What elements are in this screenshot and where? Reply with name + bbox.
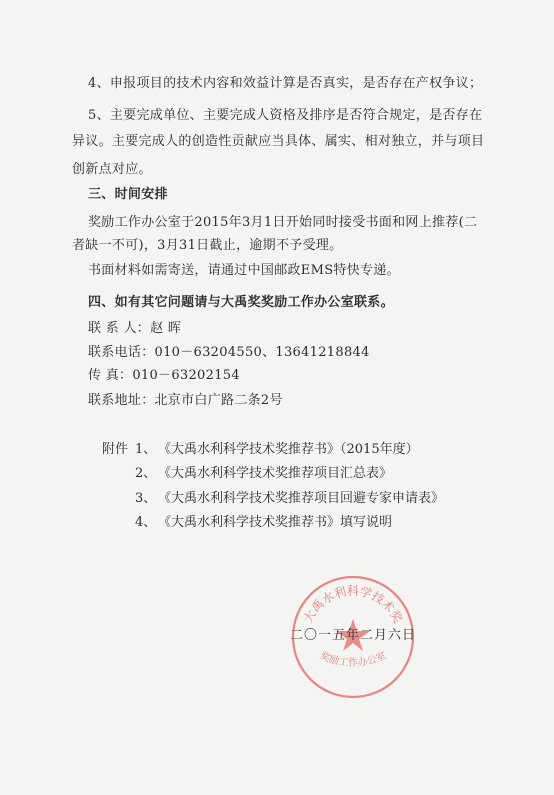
seal-text-top: 大禹水利科学技术奖 bbox=[300, 584, 406, 626]
attachments-label: 附件 bbox=[102, 442, 129, 457]
section3-p1-line2: 者缺一不可)，3月31日截止，逾期不予受理。 bbox=[72, 238, 343, 253]
section3-p1-line1: 奖励工作办公室于2015年3月1日开始同时接受书面和网上推荐(二 bbox=[88, 215, 478, 230]
attachment-4-text: 《大禹水利科学技术奖推荐书》填写说明 bbox=[158, 515, 393, 530]
item5-line2: 异议。主要完成人的创造性贡献应当具体、属实、相对独立，并与项目 bbox=[72, 134, 485, 149]
attachment-3-num: 3、 bbox=[135, 491, 157, 506]
section4-heading: 四、如有其它问题请与大禹奖奖励工作办公室联系。 bbox=[88, 295, 394, 310]
attachment-3-text: 《大禹水利科学技术奖推荐项目回避专家申请表》 bbox=[158, 491, 445, 506]
attachment-1-text: 《大禹水利科学技术奖推荐书》（2015年度） bbox=[158, 442, 419, 457]
item5-line1: 5、主要完成单位、主要完成人资格及排序是否符合规定，是否存在 bbox=[88, 108, 483, 123]
contact-phone: 联系电话：010－63204550、13641218844 bbox=[88, 345, 370, 360]
attachment-4-num: 4、 bbox=[135, 515, 157, 530]
attachment-1-num: 1、 bbox=[135, 442, 157, 457]
svg-text:奖励工作办公室 bbox=[318, 649, 388, 669]
contact-address: 联系地址：北京市白广路二条2号 bbox=[88, 393, 283, 408]
contact-fax: 传 真：010－63202154 bbox=[88, 368, 240, 383]
contact-person: 联 系 人：赵 晖 bbox=[88, 321, 182, 336]
attachment-2-text: 《大禹水利科学技术奖推荐项目汇总表》 bbox=[158, 466, 393, 481]
item5-line3: 创新点对应。 bbox=[72, 162, 152, 177]
section3-p2: 书面材料如需寄送，请通过中国邮政EMS特快专递。 bbox=[88, 263, 400, 278]
item4-text: 4、申报项目的技术内容和效益计算是否真实，是否存在产权争议； bbox=[88, 76, 483, 91]
section3-heading: 三、时间安排 bbox=[88, 187, 168, 202]
seal-text-bottom: 奖励工作办公室 bbox=[318, 650, 388, 669]
attachment-2-num: 2、 bbox=[135, 466, 157, 481]
document-date: 二〇一五年二月六日 bbox=[290, 628, 417, 643]
